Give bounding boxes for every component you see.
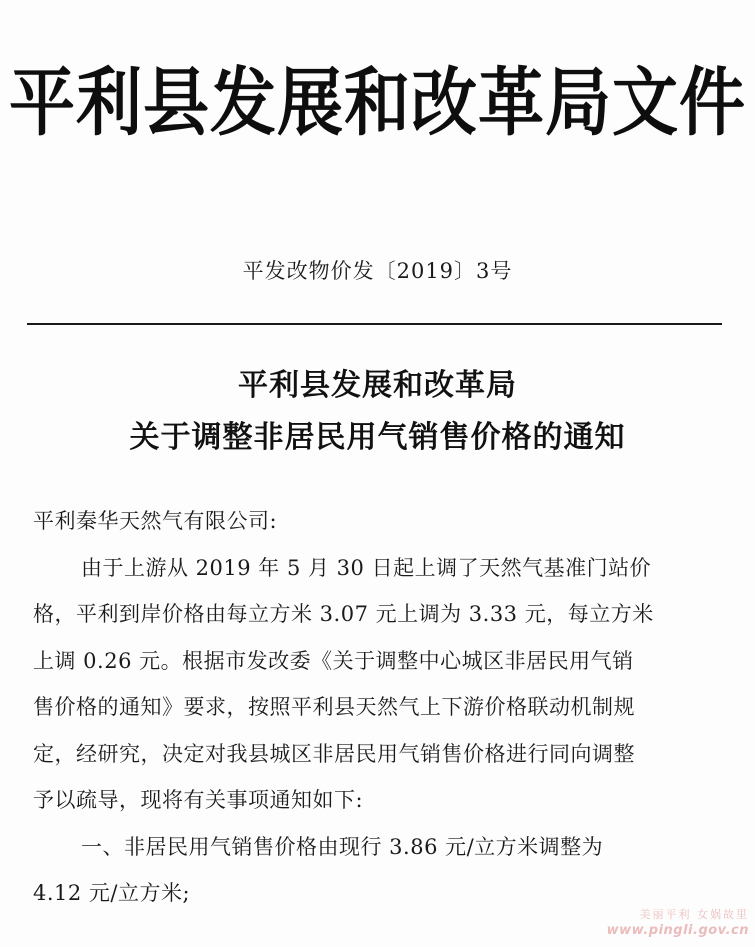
document-number: 平发改物价发〔2019〕3号	[242, 259, 513, 283]
addressee: 平利秦华天然气有限公司:	[33, 509, 278, 533]
document-title-line-2: 关于调整非居民用气销售价格的通知	[129, 420, 626, 455]
body-line: 4.12 元/立方米;	[33, 881, 191, 905]
watermark-url: www.pingli.gov.cn	[606, 923, 749, 938]
body-line: 予以疏导，现将有关事项通知如下:	[33, 788, 364, 812]
body-line: 定，经研究，决定对我县城区非居民用气销售价格进行同向调整	[33, 741, 635, 766]
body-line: 售价格的通知》要求，按照平利县天然气上下游价格联动机制规	[33, 695, 635, 719]
body-line: 由于上游从 2019 年 5 月 30 日起上调了天然气基准门站价	[81, 555, 652, 580]
document-body	[33, 498, 733, 917]
header-divider	[27, 323, 722, 325]
watermark-slogan: 美丽平利 女娲故里	[639, 908, 749, 921]
site-watermark	[607, 907, 749, 939]
body-line: 一、非居民用气销售价格由现行 3.86 元/立方米调整为	[81, 834, 604, 859]
body-line: 格，平利到岸价格由每立方米 3.07 元上调为 3.33 元，每立方米	[33, 602, 654, 626]
issuer-header: 平利县发展和改革局文件	[9, 58, 746, 146]
body-line: 上调 0.26 元。根据市发改委《关于调整中心城区非居民用气销	[33, 648, 634, 673]
document-title-line-1: 平利县发展和改革局	[238, 368, 517, 403]
